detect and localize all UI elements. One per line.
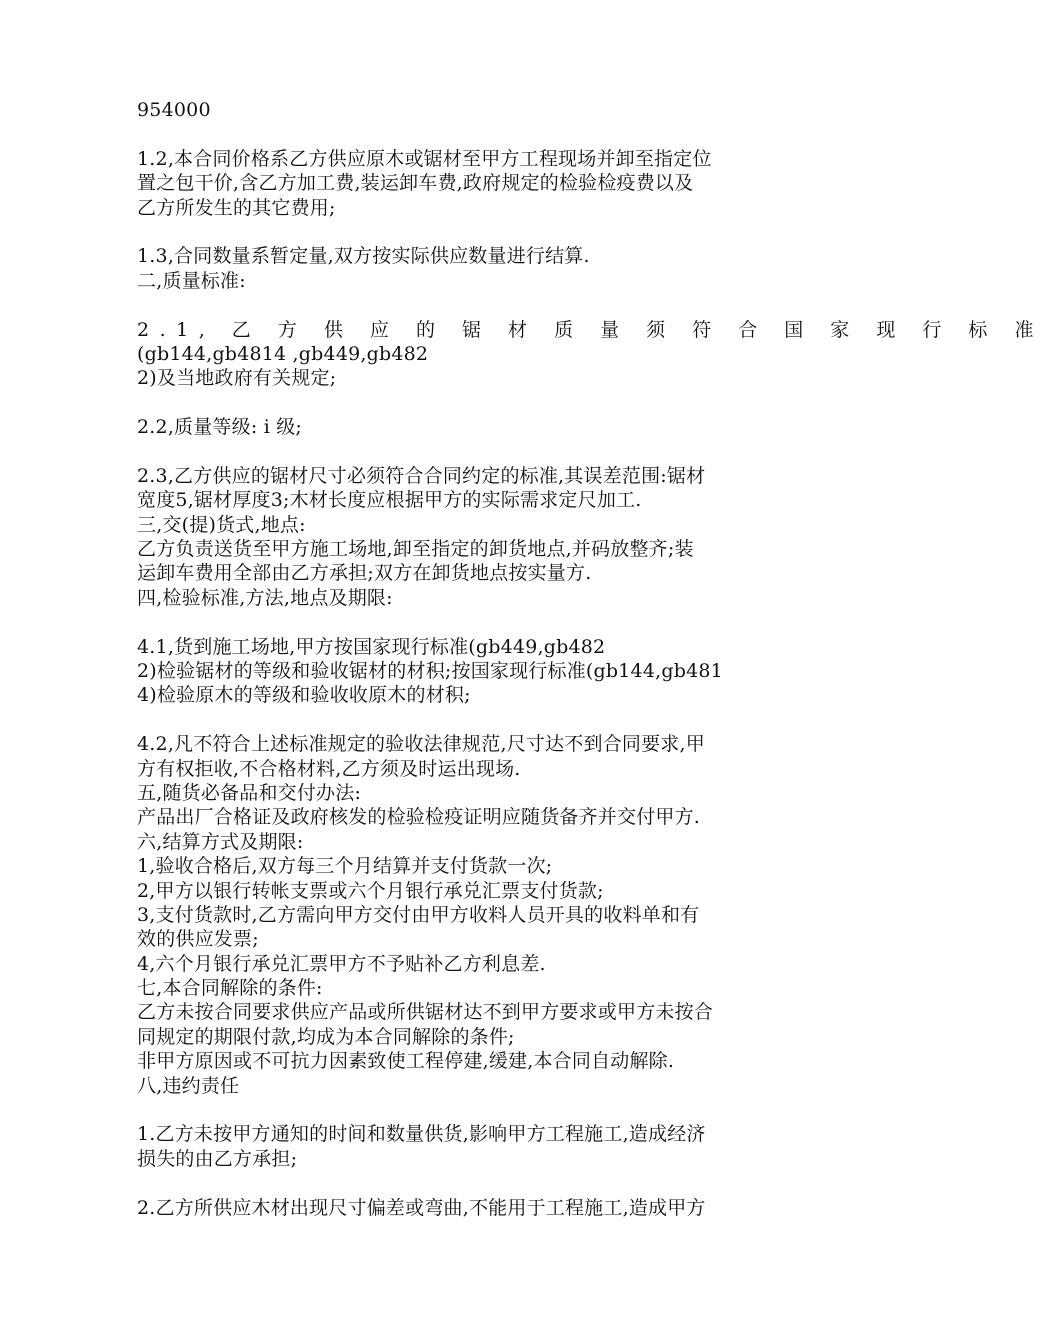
text-line: 3,支付货款时,乙方需向甲方交付由甲方收料人员开具的收料单和有 — [137, 903, 700, 926]
text-line: 运卸车费用全部由乙方承担;双方在卸货地点按实量方. — [137, 562, 592, 585]
section-heading: 三,交(提)货式,地点: — [137, 513, 306, 536]
blank-line — [137, 439, 813, 463]
text-line: 宽度5,锯材厚度3;木材长度应根据甲方的实际需求定尺加工. — [137, 489, 642, 512]
section-heading: 七,本合同解除的条件: — [137, 977, 323, 1000]
text-line: 1.2,本合同价格系乙方供应原木或锯材至甲方工程现场并卸至指定位 — [137, 147, 712, 170]
blank-line — [137, 708, 813, 732]
section-heading: 八,违约责任 — [137, 1074, 240, 1097]
text-line: 4)检验原木的等级和验收收原木的材积; — [137, 684, 471, 707]
blank-line — [137, 122, 813, 146]
section-heading: 五,随货必备品和交付办法: — [137, 781, 362, 804]
document-body — [137, 98, 1044, 1220]
blank-line — [137, 1098, 813, 1122]
text-line: 2.1, 乙 方 供 应 的 锯 材 质 量 须 符 合 国 家 现 行 标 准 — [137, 318, 1044, 341]
text-line: 方有权拒收,不合格材料,乙方须及时运出现场. — [137, 757, 521, 780]
text-line: 2.乙方所供应木材出现尺寸偏差或弯曲,不能用于工程施工,造成甲方 — [137, 1196, 706, 1219]
blank-line — [137, 293, 813, 317]
text-line: 4.2,凡不符合上述标准规定的验收法律规范,尺寸达不到合同要求,甲 — [137, 733, 705, 756]
text-line: (gb144,gb4814 ,gb449,gb482 — [137, 342, 429, 365]
text-line: 乙方未按合同要求供应产品或所供锯材达不到甲方要求或甲方未按合 — [137, 1001, 714, 1024]
text-line: 乙方所发生的其它费用; — [137, 196, 336, 219]
blank-line — [137, 220, 813, 244]
text-line: 2)检验锯材的等级和验收锯材的材积;按国家现行标准(gb144,gb481 — [137, 659, 723, 682]
text-line: 2)及当地政府有关规定; — [137, 367, 337, 390]
text-line: 1.乙方未按甲方通知的时间和数量供货,影响甲方工程施工,造成经济 — [137, 1123, 706, 1146]
text-line: 同规定的期限付款,均成为本合同解除的条件; — [137, 1025, 515, 1048]
blank-line — [137, 610, 813, 634]
blank-line — [137, 1171, 813, 1195]
text-line: 乙方负责送货至甲方施工场地,卸至指定的卸货地点,并码放整齐;装 — [137, 538, 694, 561]
text-line: 损失的由乙方承担; — [137, 1147, 298, 1170]
text-line: 1.3,合同数量系暂定量,双方按实际供应数量进行结算. — [137, 245, 590, 268]
text-line: 非甲方原因或不可抗力因素致使工程停建,缓建,本合同自动解除. — [137, 1050, 675, 1073]
section-heading: 二,质量标准: — [137, 269, 246, 292]
text-line: 2.3,乙方供应的锯材尺寸必须符合合同约定的标准,其误差范围:锯材 — [137, 464, 706, 487]
text-line: 4.1,货到施工场地,甲方按国家现行标准(gb449,gb482 — [137, 635, 606, 658]
section-heading: 六,结算方式及期限: — [137, 830, 304, 853]
text-line: 2,甲方以银行转帐支票或六个月银行承兑汇票支付货款; — [137, 879, 604, 902]
text-line: 4,六个月银行承兑汇票甲方不予贴补乙方利息差. — [137, 952, 546, 975]
text-line: 效的供应发票; — [137, 928, 259, 951]
text-line: 2.2,质量等级: i 级; — [137, 416, 303, 439]
text-line: 954000 — [137, 99, 211, 121]
section-heading: 四,检验标准,方法,地点及期限: — [137, 586, 393, 609]
blank-line — [137, 391, 813, 415]
text-line: 产品出厂合格证及政府核发的检验检疫证明应随货备齐并交付甲方. — [137, 806, 701, 829]
text-line: 1,验收合格后,双方每三个月结算并支付货款一次; — [137, 855, 553, 878]
text-line: 置之包干价,含乙方加工费,装运卸车费,政府规定的检验检疫费以及 — [137, 172, 694, 195]
